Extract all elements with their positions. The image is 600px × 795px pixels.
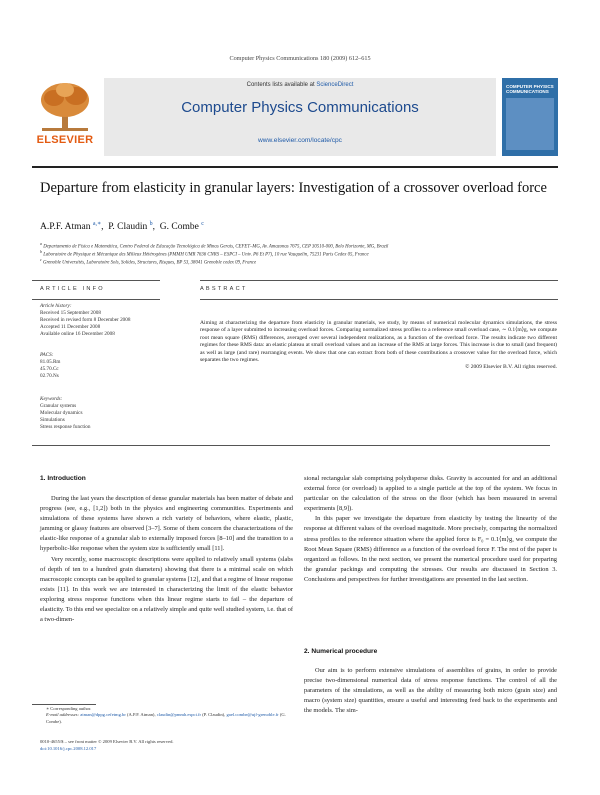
section2-body — [304, 666, 557, 716]
email-link[interactable]: atman@dppg.cefetmg.br — [80, 712, 126, 718]
body-paragraph: Very recently, some macroscopic descriptions were applied to relatively small systems (slabs of depth of ten to a hundred grain diameters) showing that there is a minimal scale on which macroscopic concepts can be applied to granular systems [12], and that a regime of linear response exists [11]. In this work we are interested in characterizing the limit of the elastic behavior exploring stress response functions when this linear regime starts to fail – the departure of elasticity. To this end we specialize on a relatively simple and quite well studied system, i.e. that of a two-dimen- — [40, 555, 293, 624]
keywords-label: Keywords: — [40, 396, 63, 402]
abstract-heading: ABSTRACT — [200, 286, 248, 292]
journal-banner — [32, 78, 558, 164]
author-name: A.P.F. Atman — [40, 222, 91, 233]
email-owner: (G. Combe). — [46, 712, 286, 724]
pacs-list — [40, 352, 160, 380]
email-link[interactable]: claudin@pmmh.espci.fr — [156, 712, 202, 718]
tree-icon — [32, 78, 98, 134]
keyword: Stress response function — [40, 423, 91, 430]
body-paragraph: sional rectangular slab comprising polydisperse disks. Gravity is accounted for and an additional external force (or overload) is applied to a single particle at the top of the system. We focus in particular on the calculation of the stress on the floor (which has been measured in several experiments [8,9]). — [304, 475, 557, 513]
author-mark[interactable]: b — [149, 221, 153, 227]
sciencedirect-link[interactable]: ScienceDirect — [316, 82, 354, 88]
email-link[interactable]: gael.combe@ujf-grenoble.fr — [226, 712, 279, 718]
affiliation-text: Departamento de Física e Matemática, Centro Federal de Educação Tecnológica de Minas Gerais, CEFET–MG, Av. Amazonas 7675, CEP 30510-000, Belo Horizonte, MG, Brazil — [43, 244, 389, 250]
intro-heading: 1. Introduction — [40, 475, 86, 482]
cover-title-line-1: COMPUTER PHYSICS — [506, 84, 554, 89]
affiliation-mark: a — [40, 241, 42, 246]
contents-line — [104, 82, 496, 88]
article-title: Departure from elasticity in granular layers: Investigation of a crossover overload force — [40, 180, 547, 196]
body-paragraph: In this paper we investigate the departure from elasticity by testing the linearity of the response at different values of the overload magnitude. More precisely, comparing the normalized stress profiles to the reference situation where the applied force is F₀ = 0.1⟨m⟩g, we compute the Root Mean Square (RMS) difference as a function of the overload force F. The rest of the paper is organized as follows. In the next section, we present the numerical procedure used for preparing the granular packings and computing the stresses. Our results are discussed in Section 3. Conclusions and perspectives for further investigations are presented in the last section. — [304, 515, 557, 583]
doi-link[interactable]: doi:10.1016/j.cpc.2008.12.017 — [40, 746, 97, 751]
cover-title — [506, 84, 554, 94]
cover-title-line-2: COMMUNICATIONS — [506, 89, 549, 95]
header-rule — [32, 166, 558, 168]
journal-title: Computer Physics Communications — [181, 99, 419, 116]
author-name: G. Combe — [159, 222, 199, 233]
info-rule — [32, 280, 160, 281]
cover-image — [506, 98, 554, 150]
email-line — [40, 712, 300, 725]
article-history — [40, 303, 160, 338]
body-paragraph: Our aim is to perform extensive simulations of assemblies of grains, in order to provide precise two-dimensional numerical data of stress response functions. The control of all the parameters of the simulations, as well as the ability of measuring both micro (grain size) and macro (system size) quantities, ensure a useful and interesting feed back to the experiments and the models. The sim- — [304, 667, 557, 715]
journal-reference: Computer Physics Communications 180 (2009) 612–615 — [229, 55, 371, 62]
front-matter: 0010-4655/$ – see front matter © 2009 Elsevier B.V. All rights reserved. — [40, 739, 174, 744]
footnote-rule — [32, 704, 96, 705]
section2-heading: 2. Numerical procedure — [304, 648, 378, 655]
abstract-rule — [200, 280, 558, 281]
article-info-heading: ARTICLE INFO — [40, 286, 105, 292]
email-owner: (P. Claudin), — [202, 712, 226, 718]
contents-prefix: Contents lists available at — [246, 82, 317, 88]
keyword: Molecular dynamics — [40, 409, 83, 416]
history-entry: Accepted 11 December 2008 — [40, 323, 101, 330]
pacs-code: 81.05.Rm — [40, 358, 61, 365]
body-right-column — [304, 474, 557, 585]
abstract-rule — [200, 299, 558, 300]
banner-center — [104, 78, 496, 156]
email-owner: (A.P.F. Atman), — [127, 712, 156, 718]
footnote — [40, 706, 300, 725]
journal-url[interactable]: www.elsevier.com/locate/cpc — [258, 137, 342, 144]
journal-cover — [502, 78, 558, 156]
history-entry: Available online 16 December 2008 — [40, 330, 115, 337]
history-entry: Received 15 September 2008 — [40, 309, 101, 316]
pacs-code: 02.70.Ns — [40, 372, 59, 379]
abstract — [200, 320, 557, 372]
author-name: P. Claudin — [108, 222, 148, 233]
keyword: Granular systems — [40, 402, 77, 409]
elsevier-logo — [32, 78, 98, 156]
affiliation-mark: c — [40, 257, 42, 262]
author-list: A.P.F. Atman $^{a,∗}$, P. Claudin $^b$, G. Combe $^c$ — [40, 221, 204, 233]
abstract-text: Aiming at characterizing the departure from elasticity in granular materials, we study, by means of numerical molecular dynamics simulations, the stress response of a layer submitted to increasing overload forces. Comparing normalized stress profiles to a reference small overload case, ∼ 0.1⟨m⟩g, we compute root mean square (RMS) differences, averaged over several independent realizations, as a function of the overload force. The results indicate two different regimes for these RMS data: an elastic plateau at small overload values and an increase of the RMS at large forces. This increase is due to small (and frequent) as well as large (and rare) rearranging events. We show that one can extract from both of these contributions a crossover value for the overload force, which separates the two regimes. — [200, 320, 557, 364]
author-mark[interactable]: c — [201, 221, 204, 227]
corresponding-note: ∗ Corresponding author. — [46, 706, 92, 711]
body-paragraph: During the last years the description of dense granular materials has been matter of debate and progress (see, e.g., [1,2]) both in the physics and engineering communities. Experiments and simulations of these systems have shown a rich variety of behaviors, where elastic, plastic, jamming or glassy features are observed [3–7]. Some of them concern the characterizations of the elastic-like response of a granular slab to externally imposed forces [8–10] and the transition to a hyperbolic-like response when the system size is sufficiently small [11]. — [40, 495, 293, 553]
affiliation-mark: b — [40, 249, 42, 254]
info-rule — [32, 299, 160, 300]
publisher-name: ELSEVIER — [36, 134, 94, 146]
author-mark[interactable]: a,∗ — [92, 221, 102, 227]
keyword: Simulations — [40, 416, 65, 423]
body-left-column — [40, 494, 293, 625]
affiliation-text: Grenoble Universités, Laboratoire Sols, Solides, Structures, Risques, BP 53, 38041 Grenoble cedex 09, France — [42, 260, 257, 266]
pacs-label: PACS: — [40, 352, 54, 358]
history-label: Article history: — [40, 303, 72, 309]
pacs-code: 45.70.Cc — [40, 365, 59, 372]
email-label: E-mail addresses: — [46, 712, 80, 718]
affiliation — [40, 257, 560, 267]
history-entry: Received in revised form 8 December 2008 — [40, 316, 131, 323]
affiliation-text: Laboratoire de Physique et Mécanique des Milieux Hétérogènes (PMMH UMR 7636 CNRS – ESPCI – Univ. P6 Et P7), 10 rue Vauquelin, 75231 Paris Cedex 05, France — [43, 252, 369, 258]
abstract-bottom-rule — [32, 445, 550, 446]
keyword-list — [40, 396, 160, 431]
abstract-copyright: © 2009 Elsevier B.V. All rights reserved. — [465, 364, 557, 371]
